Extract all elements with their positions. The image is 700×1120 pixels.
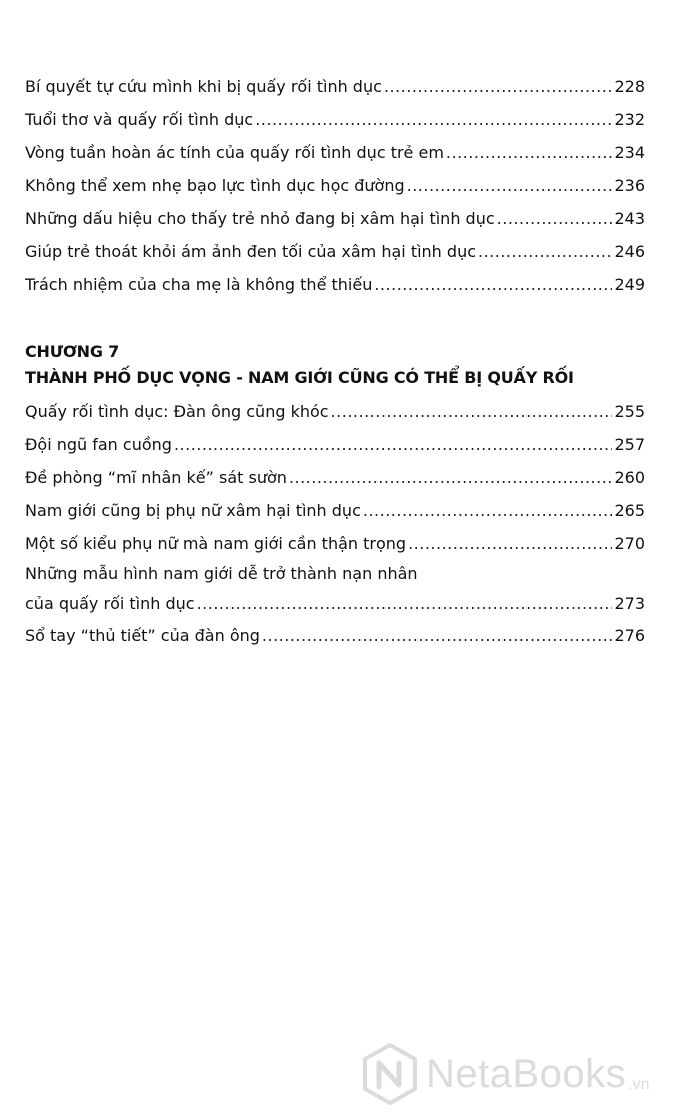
toc-page-number: 255 (614, 402, 645, 421)
toc-entry[interactable] (25, 527, 645, 560)
toc-entry-title: Giúp trẻ thoát khỏi ám ảnh đen tối của xâm hại tình dục (25, 242, 476, 261)
chapter-heading[interactable] (25, 339, 645, 391)
toc-entry-title: Vòng tuần hoàn ác tính của quấy rối tình dục trẻ em (25, 143, 444, 162)
dot-leader (497, 202, 613, 235)
toc-entry-title: Sổ tay “thủ tiết” của đàn ông (25, 626, 260, 645)
toc-entry[interactable] (25, 494, 645, 527)
toc-page-number: 232 (614, 110, 645, 129)
toc-entry-title: Bí quyết tự cứu mình khi bị quấy rối tình dục (25, 77, 382, 96)
toc-entry-title: Đội ngũ fan cuồng (25, 435, 172, 454)
dot-leader (446, 136, 613, 169)
toc-entry-title: Những dấu hiệu cho thấy trẻ nhỏ đang bị xâm hại tình dục (25, 209, 495, 228)
toc-entry[interactable] (25, 461, 645, 494)
toc-page-number: 236 (614, 176, 645, 195)
toc-page-number: 246 (614, 242, 645, 261)
toc-entry-title: Quấy rối tình dục: Đàn ông cũng khóc (25, 402, 329, 421)
dot-leader (197, 588, 613, 619)
toc-entry[interactable] (25, 136, 645, 169)
toc-entry-title: Đề phòng “mĩ nhân kế” sát sườn (25, 468, 287, 487)
toc-entry[interactable] (25, 235, 645, 268)
toc-entry-title: Trách nhiệm của cha mẹ là không thể thiếu (25, 275, 373, 294)
toc-page-number: 234 (614, 143, 645, 162)
dot-leader (478, 235, 612, 268)
toc-page-number: 273 (614, 594, 645, 613)
toc-page-number: 265 (614, 501, 645, 520)
toc-page-number: 270 (614, 534, 645, 553)
toc-page-number: 276 (614, 626, 645, 645)
netabooks-logo-icon (362, 1043, 418, 1105)
dot-leader (407, 169, 613, 202)
toc-entry-title: Nam giới cũng bị phụ nữ xâm hại tình dục (25, 501, 361, 520)
dot-leader (331, 395, 613, 428)
dot-leader (363, 494, 613, 527)
toc-entry[interactable] (25, 169, 645, 202)
dot-leader (255, 103, 612, 136)
dot-leader (262, 619, 613, 652)
toc-entry[interactable] (25, 268, 645, 301)
toc-entry[interactable] (25, 395, 645, 428)
dot-leader (374, 268, 612, 301)
chapter-number: CHƯƠNG 7 (25, 342, 120, 361)
table-of-contents (25, 70, 645, 652)
toc-page-number: 228 (614, 77, 645, 96)
dot-leader (384, 70, 613, 103)
toc-entry[interactable] (25, 70, 645, 103)
watermark-suffix: .vn (628, 1076, 650, 1093)
toc-page-number: 257 (614, 435, 645, 454)
watermark-brand: NetaBooks (426, 1052, 627, 1096)
dot-leader (289, 461, 613, 494)
dot-leader (408, 527, 612, 560)
toc-entry-line2 (25, 588, 645, 619)
toc-entry-title: Một số kiểu phụ nữ mà nam giới cần thận trọng (25, 534, 407, 553)
toc-entry[interactable] (25, 619, 645, 652)
chapter-title: THÀNH PHỐ DỤC VỌNG - NAM GIỚI CŨNG CÓ THỂ BỊ QUẤY RỐI (25, 368, 574, 387)
toc-page-number: 249 (614, 275, 645, 294)
toc-entry[interactable] (25, 103, 645, 136)
toc-entry-title: Không thể xem nhẹ bạo lực tình dục học đường (25, 176, 405, 195)
toc-entry-multiline[interactable] (25, 560, 645, 619)
toc-entry-title-line1: Những mẫu hình nam giới dễ trở thành nạn nhân (25, 564, 418, 583)
toc-entry-title: Tuổi thơ và quấy rối tình dục (25, 110, 254, 129)
toc-entry[interactable] (25, 428, 645, 461)
toc-page-number: 260 (614, 468, 645, 487)
toc-page-number: 243 (614, 209, 645, 228)
toc-entry[interactable] (25, 202, 645, 235)
toc-entry-title-line2: của quấy rối tình dục (25, 594, 195, 613)
watermark (362, 1040, 692, 1108)
dot-leader (174, 428, 613, 461)
